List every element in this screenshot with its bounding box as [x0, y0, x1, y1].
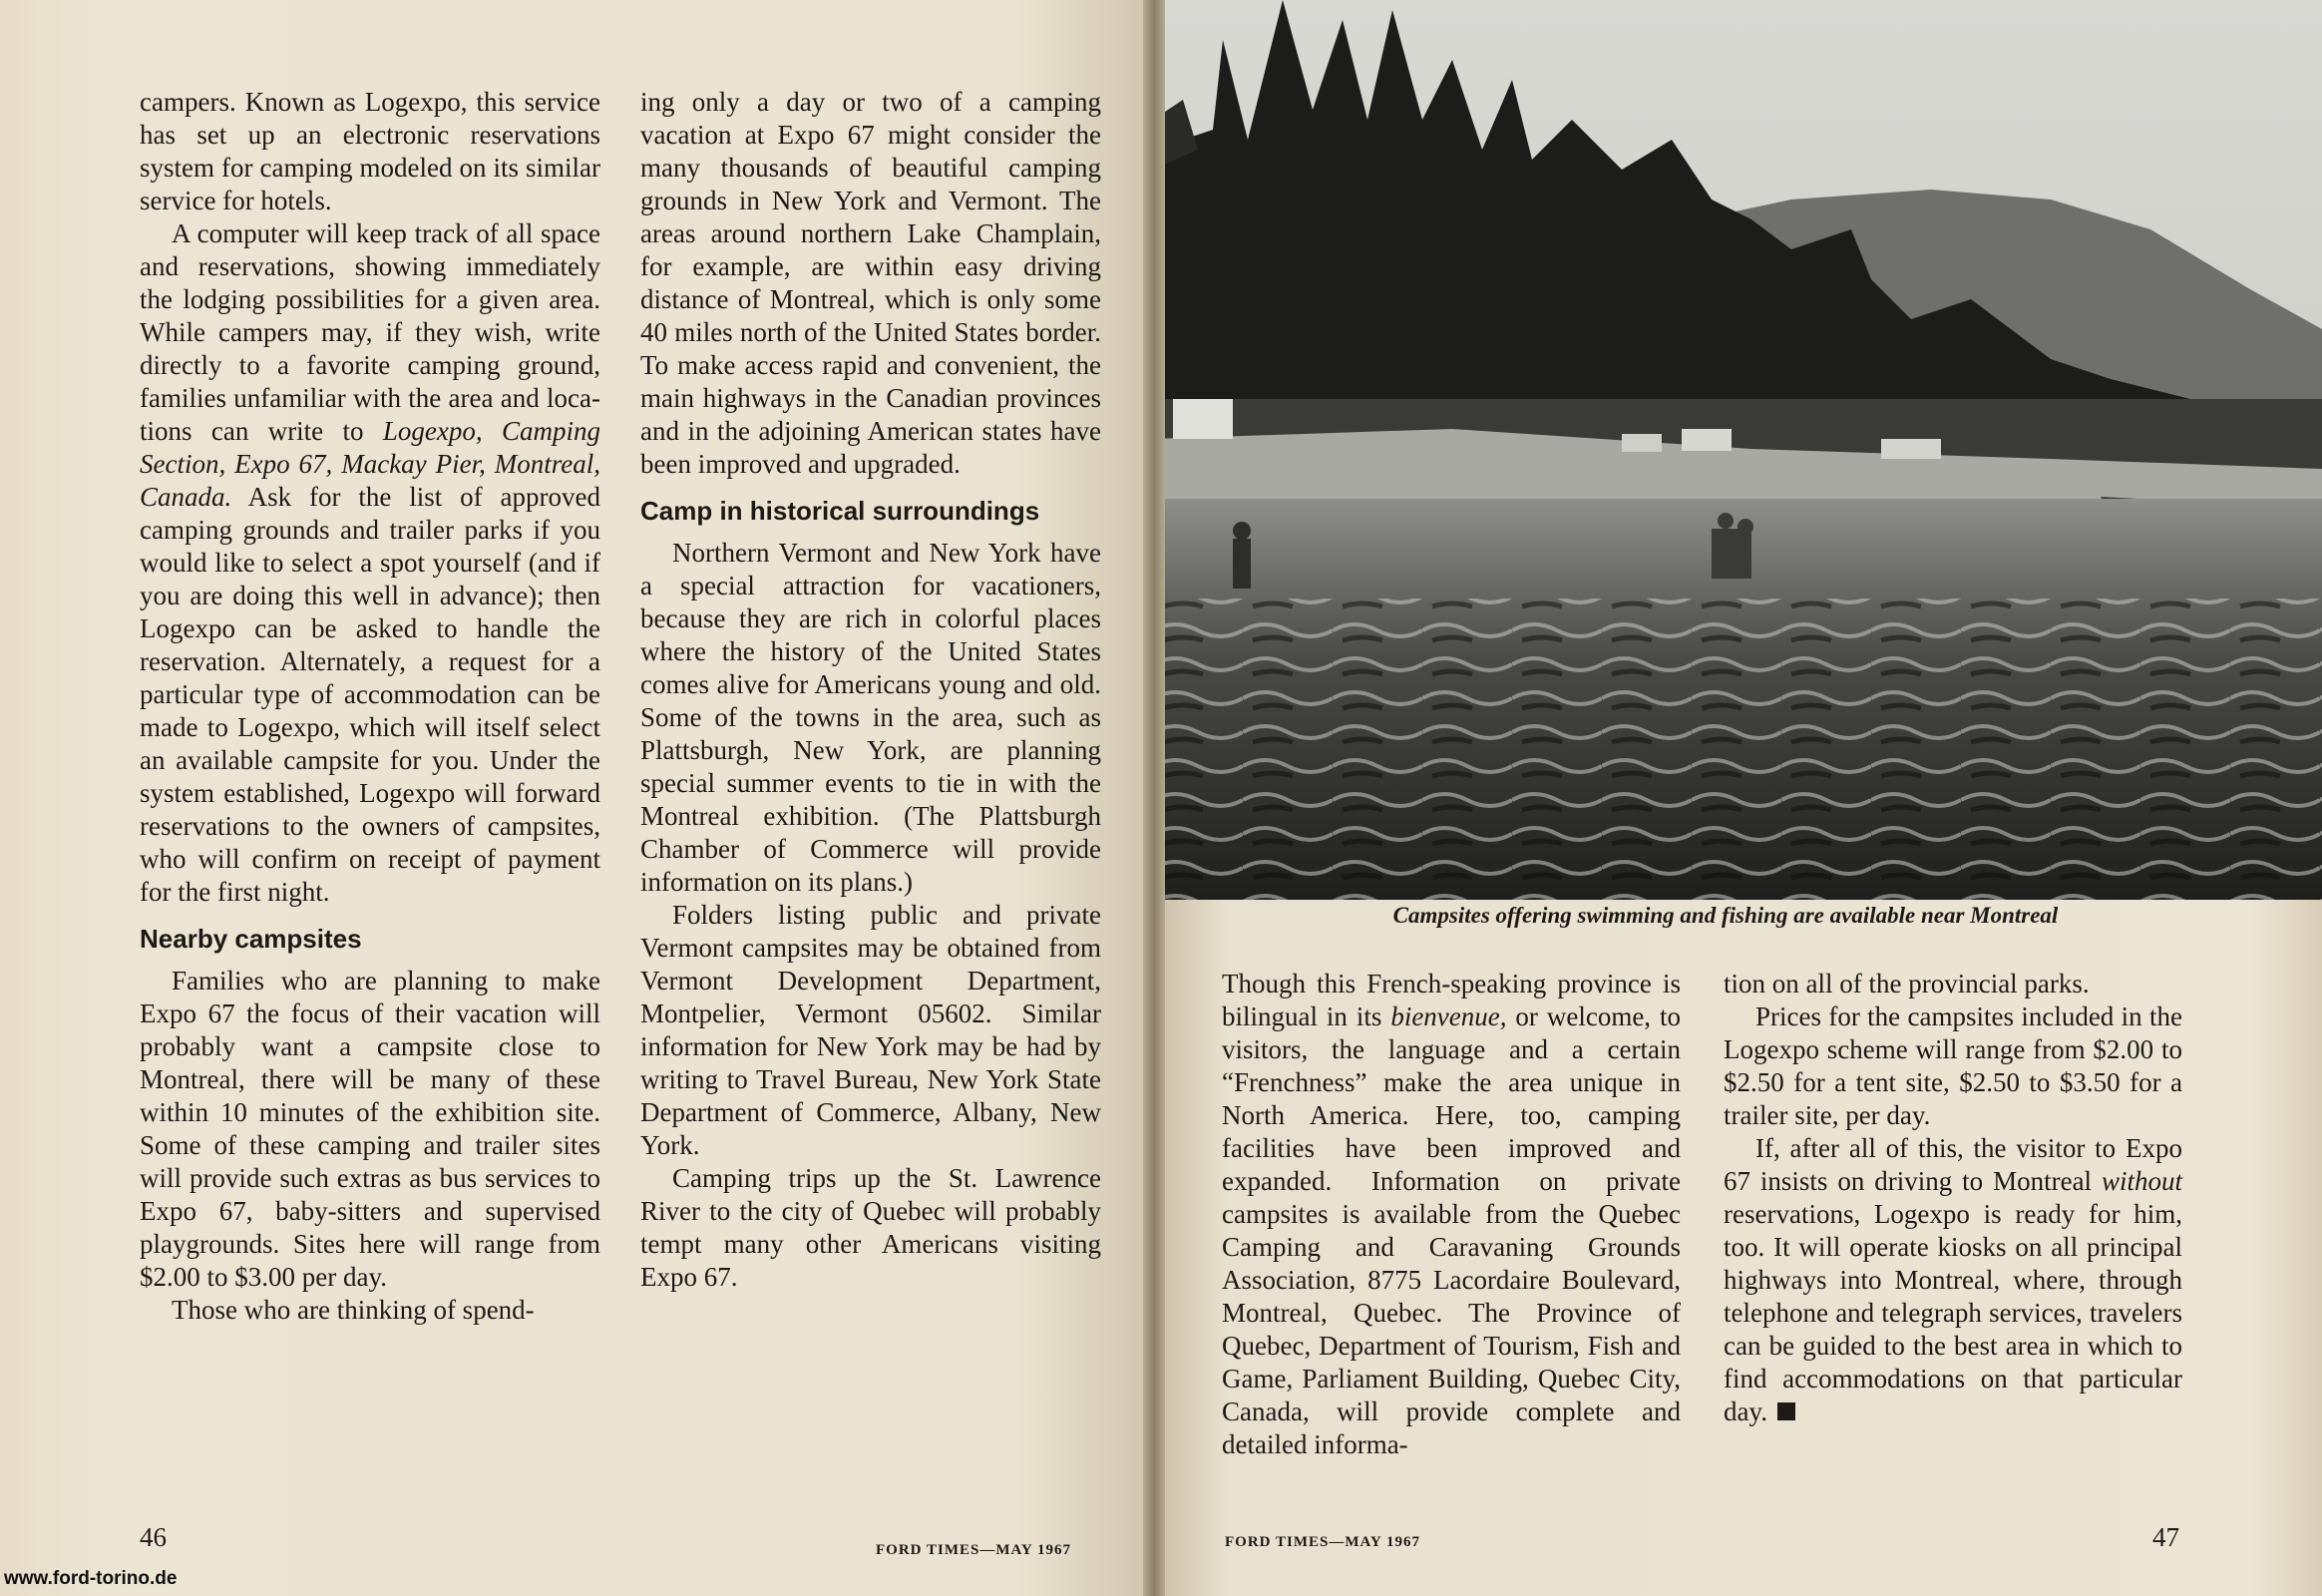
binding-gutter: [1143, 0, 1165, 1596]
paragraph-text: If, after all of this, the visitor to Expo 67 insists on driving to Montreal: [1724, 1133, 2182, 1196]
paragraph: tion on all of the provincial parks.: [1724, 969, 2090, 998]
running-footer: FORD TIMES—MAY 1967: [1225, 1534, 1420, 1550]
paragraph: campers. Known as Logexpo, this service has set up an electronic reservations system for camping modeled on its similar service for hotels.: [140, 87, 600, 215]
paragraph: [1222, 968, 1681, 1461]
emphasis-word: without: [2101, 1166, 2182, 1196]
photo-caption: Campsites offering swimming and fishing are available near Montreal: [1392, 903, 2059, 928]
campsite-lake-photo: [1153, 0, 2322, 900]
paragraph-text: Ask for the list of approved camping grounds and trailer parks if you would like to select a spot yourself (and if you are doing this well in advance); then Logexpo can be asked to handle the reservation. Alternately, a request for a particular type of accommodation can be made to Logexpo, which will itself select an available campsite for you. Under the system established, Logexpo will forward reservations to the owners of campsites, who will confirm on receipt of payment for the first night.: [140, 482, 600, 907]
right-page-column-2: [1724, 968, 2182, 1428]
left-page-column-1: [140, 86, 600, 1327]
paragraph: Camping trips up the St. Lawrence River to the city of Quebec will probably tempt many other Americans visiting Expo 67.: [640, 1163, 1101, 1292]
paragraph: Prices for the campsites included in the Logexpo scheme will range from $2.00 to $2.50 for a tent site, $2.50 to $3.50 for a trailer site, per day.: [1724, 1001, 2182, 1130]
end-of-article-mark: [1777, 1402, 1795, 1420]
paragraph: [1724, 1132, 2182, 1428]
right-page-column-1: [1222, 968, 1681, 1461]
paragraph-text: reservations, Logexpo is ready for him, too. It will operate kiosks on all principal highways into Montreal, where, through telephone and telegraph services, travelers can be guided to the best area in which to find accommodations on that particular day.: [1724, 1199, 2182, 1426]
site-watermark: www.ford-torino.de: [4, 1568, 178, 1589]
paragraph-text: or welcome, to visitors, the language and a certain “Frenchness” make the area unique in North America. Here, too, camping facilities have been improved and expanded. Information on private campsites is available from the Quebec Camping and Caravaning Grounds Association, 8775 Lacordaire Boulevard, Montreal, Quebec. The Province of Quebec, Department of Tourism, Fish and Game, Parliament Building, Quebec City, Canada, will provide complete and detailed informa-: [1222, 1001, 1681, 1459]
left-page-column-2: [640, 86, 1101, 1294]
photo-illustration: [1153, 0, 2322, 900]
paragraph-text: Though this French-speaking province is bilingual in its: [1222, 969, 1681, 1031]
running-footer: FORD TIMES—MAY 1967: [876, 1542, 1071, 1558]
section-heading: Nearby campsites: [140, 924, 362, 954]
page-number: 47: [2152, 1522, 2179, 1552]
paragraph: Families who are planning to make Expo 67 the focus of their vacation will probably want a campsite close to Montreal, there will be many of these within 10 minutes of the exhibition site. Some of these camping and trailer sites will provide such extras as bus services to Expo 67, baby-sitters and supervised playgrounds. Sites here will range from $2.00 to $3.00 per day.: [140, 966, 600, 1292]
paragraph-text: A computer will keep track of all space and reservations, showing immediately the lodging possibilities for a given area. While campers may, if they wish, write directly to a favorite camping ground, families unfamiliar with the area and locations can write to: [140, 218, 600, 446]
emphasis-word: bienvenue,: [1390, 1001, 1507, 1031]
left-page: [0, 0, 1157, 1596]
mailing-address: Logexpo, Camping Section, Expo 67, Mackay Pier, Montreal, Canada.: [140, 416, 600, 512]
paragraph: ing only a day or two of a camping vacation at Expo 67 might consider the many thousands of beautiful camping grounds in New York and Vermont. The areas around northern Lake Champlain, for example, are within easy driving distance of Montreal, which is only some 40 miles north of the United States border. To make access rapid and convenient, the main highways in the Canadian provinces and in the adjoining American states have been improved and upgraded.: [640, 87, 1101, 479]
paragraph: Folders listing public and private Vermont campsites may be obtained from Vermont Development Department, Montpelier, Vermont 05602. Similar information for New York may be had by writing to Travel Bureau, New York State Department of Commerce, Albany, New York.: [640, 900, 1101, 1160]
paragraph: Those who are thinking of spend-: [172, 1295, 535, 1325]
page-number: 46: [140, 1522, 167, 1552]
section-heading: Camp in historical surroundings: [640, 496, 1040, 526]
paragraph: [140, 217, 600, 909]
paragraph: Northern Vermont and New York have a special attraction for vacationers, because they are rich in colorful places where the history of the United States comes alive for Americans young and old. Some of the towns in the area, such as Plattsburgh, New York, are planning special summer events to tie in with the Montreal exhibition. (The Plattsburgh Chamber of Commerce will provide information on its plans.): [640, 538, 1101, 897]
